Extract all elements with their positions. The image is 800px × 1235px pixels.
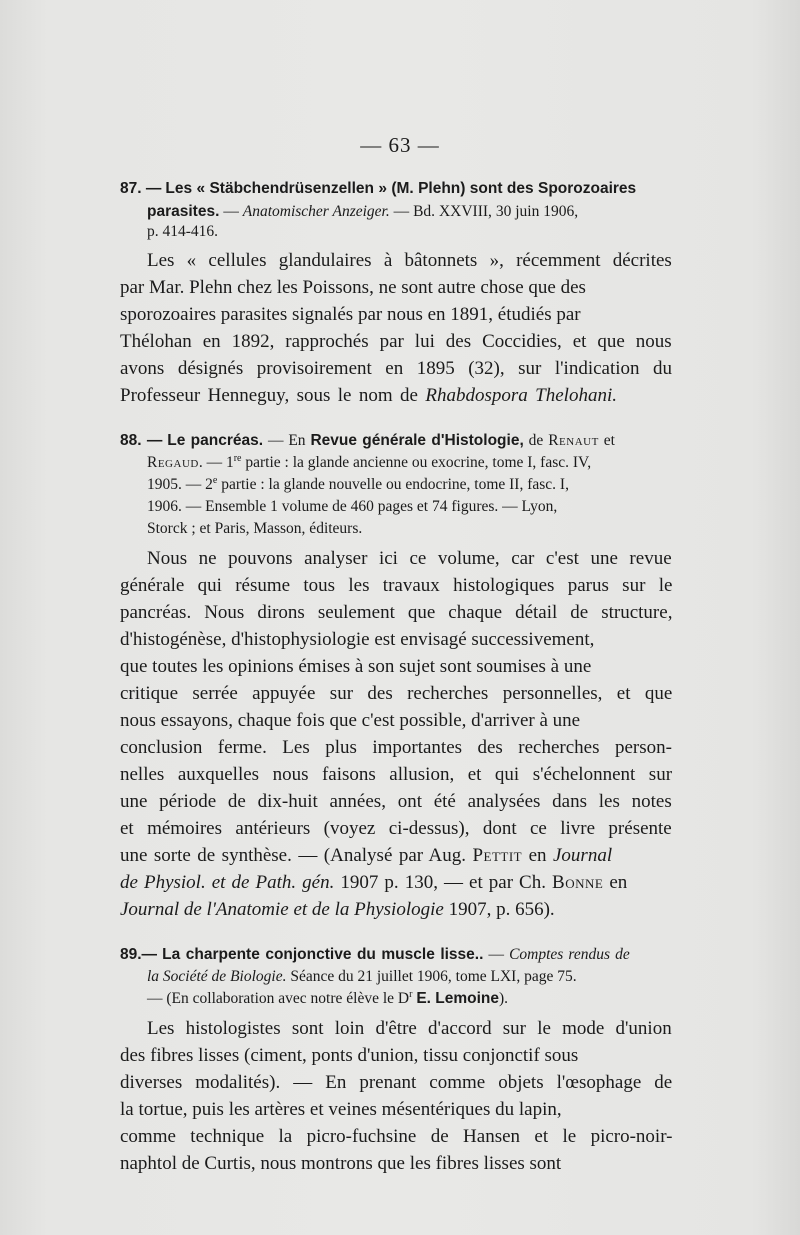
journal-name: de Physiol. et de Path. gén.	[120, 872, 335, 893]
entry-88-line-5: Storck ; et Paris, Masson, éditeurs.	[147, 520, 363, 537]
paragraph-88-line: une sorte de synthèse. — (Analysé par Aug. Pettit en Journal	[120, 845, 613, 866]
page-number: — 63 —	[360, 133, 440, 157]
paragraph-89-line: naphtol de Curtis, nous montrons que les fibres lisses sont	[120, 1153, 562, 1174]
journal-name: Journal	[553, 845, 613, 866]
entry-89-line-1: 89.— La charpente conjonctive du muscle lisse.. — Comptes rendus de	[120, 946, 630, 963]
entry-87-pages: p. 414-416.	[147, 223, 219, 240]
review-name: Revue générale d'Histologie,	[310, 432, 524, 449]
paragraph-88-line: générale qui résume tous les travaux histologiques parus sur le	[120, 575, 673, 596]
paragraph-88-line: de Physiol. et de Path. gén. 1907 p. 130, — et par Ch. Bonne en	[120, 872, 628, 893]
reference-details: — Bd. XXVIII, 30 juin 1906,	[393, 203, 579, 220]
entry-title: Les « Stäbchendrüsenzellen » (M. Plehn) sont des Sporozoaires	[165, 180, 637, 197]
entry-88-line-3: 1905. — 2e partie : la glande nouvelle ou endocrine, tome II, fasc. I,	[147, 474, 569, 493]
journal-name: Journal de l'Anatomie et de la Physiologie	[120, 899, 444, 920]
entry-title-continued: parasites.	[147, 203, 220, 220]
entry-87-line-1	[120, 180, 670, 198]
paragraph-88-line: Nous ne pouvons analyser ici ce volume, car c'est une revue	[147, 548, 672, 569]
paragraph-88-line: conclusion ferme. Les plus importantes des recherches person-	[120, 737, 672, 758]
author-name: Regaud	[147, 454, 199, 471]
paragraph-88-line: d'histogénèse, d'histophysiologie est envisagé successivement,	[120, 629, 595, 650]
entry-88-line-1: 88. — Le pancréas. — En Revue générale d'Histologie, de Renaut et	[120, 432, 615, 449]
paragraph-89-line: la tortue, puis les artères et veines mésentériques du lapin,	[120, 1099, 562, 1120]
journal-name: Comptes rendus de	[509, 946, 630, 963]
journal-name: la Société de Biologie.	[147, 968, 287, 985]
paragraph-87-line: Thélohan en 1892, rapprochés par lui des Coccidies, et que nous	[120, 331, 672, 352]
paragraph-87-line: avons désignés provisoirement en 1895 (32), sur l'indication du	[120, 358, 673, 379]
entry-87-line-2	[147, 203, 670, 221]
entry-89-line-3: — (En collaboration avec notre élève le $D^r$ E. Lemoine).	[147, 988, 509, 1007]
paragraph-87-line: sporozoaires parasites signalés par nous en 1891, étudiés par	[120, 304, 581, 325]
paragraph-89-line: Les histologistes sont loin d'être d'accord sur le mode d'union	[147, 1018, 672, 1039]
entry-number: 89.—	[120, 946, 158, 963]
author-name: Renaut	[548, 432, 599, 449]
paragraph-88-line: Journal de l'Anatomie et de la Physiologie 1907, p. 656).	[120, 899, 555, 920]
author-name: Pettit	[472, 845, 523, 866]
paragraph-88-line: nous essayons, chaque fois que c'est possible, d'arriver à une	[120, 710, 581, 731]
paragraph-88-line: que toutes les opinions émises à son sujet sont soumises à une	[120, 656, 592, 677]
separator: —	[223, 203, 239, 220]
paragraph-88-line: critique serrée appuyée sur des recherches personnelles, et que	[120, 683, 673, 704]
paragraph-89-line: comme technique la picro-fuchsine de Hansen et le picro-noir-	[120, 1126, 673, 1147]
entry-title: La charpente conjonctive du muscle lisse..	[162, 946, 484, 963]
entry-number: 88. —	[120, 432, 163, 449]
author-name: Bonne	[552, 872, 604, 893]
paragraph-88-line: nelles auxquelles nous faisons allusion, et qui s'échelonnent sur	[120, 764, 673, 785]
paragraph-88-line: et mémoires antérieurs (voyez ci-dessus), dont ce livre présente	[120, 818, 672, 839]
author-name: E. Lemoine	[416, 990, 499, 1007]
entry-number: 87. —	[120, 180, 162, 197]
paragraph-89-line: diverses modalités). — En prenant comme objets l'œsophage de	[120, 1072, 673, 1093]
paragraph-88-line: une période de dix-huit années, ont été analysées dans les notes	[120, 791, 672, 812]
paragraph-87-line: Professeur Henneguy, sous le nom de Rhabdospora Thelohani.	[120, 385, 617, 406]
paragraph-89-line: des fibres lisses (ciment, ponts d'union, tissu conjonctif sous	[120, 1045, 579, 1066]
journal-name: Anatomischer Anzeiger.	[242, 203, 390, 220]
paragraph-87-line: Les « cellules glandulaires à bâtonnets », récemment décrites	[147, 250, 672, 271]
entry-title: Le pancréas.	[167, 432, 264, 449]
paragraph-87-line: par Mar. Plehn chez les Poissons, ne sont autre chose que des	[120, 277, 586, 298]
entry-89-line-2: la Société de Biologie. Séance du 21 juillet 1906, tome LXI, page 75.	[147, 968, 577, 985]
entry-88-line-4: 1906. — Ensemble 1 volume de 460 pages et 74 figures. — Lyon,	[147, 498, 558, 515]
entry-88-line-2: Regaud. — 1re partie : la glande ancienne ou exocrine, tome I, fasc. IV,	[147, 452, 592, 471]
paragraph-88-line: pancréas. Nous dirons seulement que chaque détail de structure,	[120, 602, 673, 623]
species-name: Rhabdospora Thelohani.	[425, 385, 617, 406]
